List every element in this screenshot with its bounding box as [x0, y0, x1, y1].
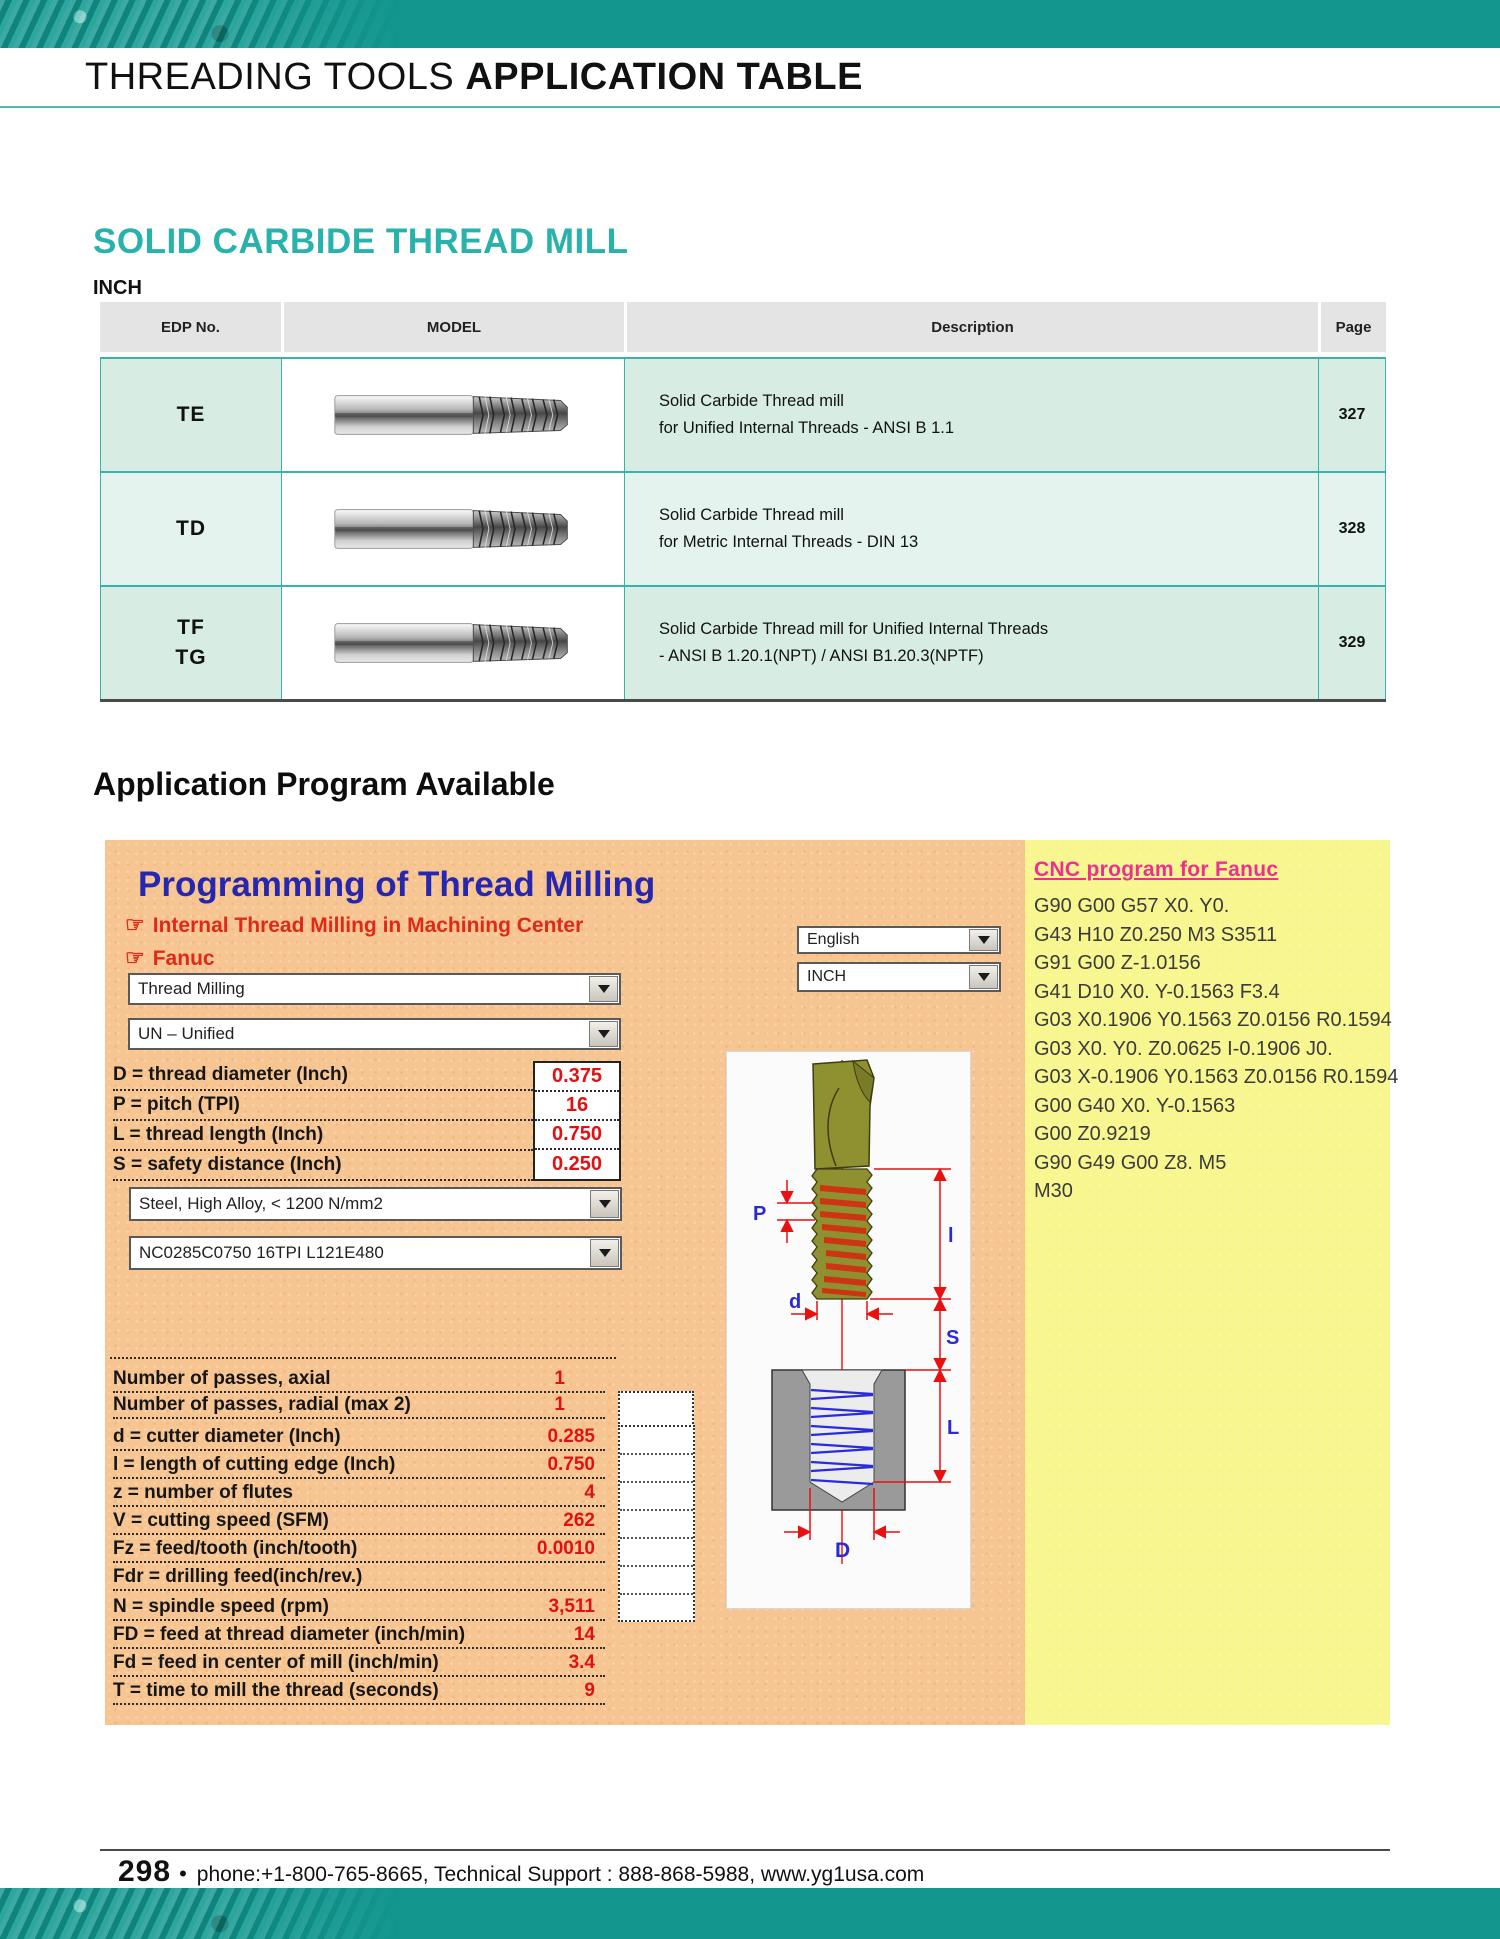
footer-divider — [100, 1849, 1390, 1851]
table-header-row — [100, 302, 1386, 352]
bullet2-label: Fanuc — [152, 947, 215, 970]
page-title-regular: THREADING TOOLS — [85, 56, 466, 98]
description-line2: for Unified Internal Threads - ANSI B 1.1 — [659, 419, 955, 437]
edp-code: TE — [176, 403, 206, 426]
safety-distance-row — [113, 1151, 533, 1181]
title-divider — [0, 106, 1500, 108]
passes-radial-value: 1 — [554, 1394, 565, 1415]
pitch-label: P = pitch (TPI) — [113, 1094, 240, 1115]
description-cell — [624, 359, 1318, 471]
thread-length-row — [113, 1121, 533, 1151]
milling-time-row — [113, 1679, 605, 1705]
thread-length-input[interactable]: 0.750 — [535, 1121, 619, 1150]
cnc-line: G43 H10 Z0.250 M3 S3511 — [1034, 923, 1278, 946]
material-dropdown-value: Steel, High Alloy, < 1200 N/mm2 — [139, 1194, 383, 1213]
top-banner-texture-image — [0, 0, 400, 48]
model-cell — [281, 473, 624, 585]
cutter-diameter-label: d = cutter diameter (Inch) — [113, 1426, 341, 1447]
description-line1: Solid Carbide Thread mill — [659, 392, 844, 410]
dotted-separator — [110, 1357, 616, 1359]
section-title: SOLID CARBIDE THREAD MILL — [93, 222, 629, 261]
unit-label: INCH — [93, 277, 142, 299]
bullet1-label: Internal Thread Milling in Machining Center — [152, 914, 584, 937]
language-dropdown[interactable] — [797, 926, 1001, 954]
parameter-input-cell[interactable] — [620, 1483, 693, 1511]
bottom-banner — [0, 1888, 1500, 1939]
thread-mill-photo — [328, 498, 578, 560]
parameter-input-cell[interactable] — [620, 1567, 693, 1595]
edp-code: TD — [176, 517, 206, 540]
description-line1: Solid Carbide Thread mill — [659, 506, 844, 524]
chevron-down-icon — [598, 1030, 610, 1038]
bullet-internal-thread-milling — [125, 912, 583, 938]
feed-thread-diameter-label: FD = feed at thread diameter (inch/min) — [113, 1624, 466, 1645]
flutes-label: z = number of flutes — [113, 1482, 293, 1503]
svg-text:S: S — [946, 1327, 960, 1349]
description-cell — [624, 473, 1318, 585]
cnc-program-title: CNC program for Fanuc — [1034, 858, 1279, 881]
table-row — [100, 357, 1386, 471]
drilling-feed-label: Fdr = drilling feed(inch/rev.) — [113, 1566, 363, 1587]
footer-bullet: • — [179, 1861, 187, 1886]
pitch-row — [113, 1091, 533, 1121]
description-line2: - ANSI B 1.20.1(NPT) / ANSI B1.20.3(NPTF) — [659, 647, 984, 665]
edp-cell — [100, 359, 281, 471]
drilling-feed-row — [113, 1565, 605, 1591]
dropdown-arrow-button[interactable] — [590, 1190, 619, 1218]
thread-mill-photo — [328, 612, 578, 674]
chevron-down-icon — [598, 985, 610, 993]
tool-dropdown[interactable] — [129, 1236, 622, 1270]
feed-per-tooth-row — [113, 1537, 605, 1563]
cutting-speed-label: V = cutting speed (SFM) — [113, 1510, 329, 1531]
footer — [118, 1855, 924, 1889]
cutting-edge-length-label: l = length of cutting edge (Inch) — [113, 1454, 396, 1475]
flutes-value: 4 — [584, 1482, 595, 1503]
thread-diameter-row — [113, 1061, 533, 1091]
feed-thread-diameter-row — [113, 1623, 605, 1649]
page-title — [85, 56, 863, 99]
thread-diameter-label: D = thread diameter (Inch) — [113, 1064, 348, 1085]
table-body — [100, 357, 1386, 702]
feed-per-tooth-value: 0.0010 — [536, 1538, 595, 1559]
program-form-panel — [105, 840, 1025, 1725]
description-line2: for Metric Internal Threads - DIN 13 — [659, 533, 919, 551]
thread-inputs-value-box — [533, 1061, 621, 1181]
dropdown-arrow-button[interactable] — [589, 976, 618, 1002]
dropdown-arrow-button[interactable] — [969, 965, 998, 989]
pointing-hand-icon: ☞ — [125, 945, 145, 970]
passes-axial-row — [113, 1367, 605, 1393]
safety-distance-label: S = safety distance (Inch) — [113, 1154, 342, 1175]
cnc-line: G00 Z0.9219 — [1034, 1123, 1151, 1145]
passes-axial-label: Number of passes, axial — [113, 1368, 331, 1389]
feed-center-value: 3.4 — [568, 1652, 595, 1673]
material-dropdown[interactable] — [129, 1187, 622, 1221]
cnc-line: G03 X0.1906 Y0.1563 Z0.0156 R0.1594 — [1034, 1009, 1392, 1031]
product-table — [100, 302, 1386, 702]
parameter-input-cell[interactable] — [620, 1595, 693, 1623]
thread-length-label: L = thread length (Inch) — [113, 1124, 324, 1145]
dropdown-arrow-button[interactable] — [969, 929, 998, 951]
parameter-input-box[interactable] — [618, 1425, 695, 1622]
cnc-line: G90 G49 G00 Z8. M5 — [1034, 1151, 1227, 1174]
column-header-page: Page — [1318, 302, 1386, 352]
chevron-down-icon — [978, 973, 990, 981]
edp-code: TF — [177, 616, 205, 639]
parameter-input-cell[interactable] — [620, 1455, 693, 1483]
dropdown-arrow-button[interactable] — [590, 1239, 619, 1267]
page-title-bold: APPLICATION TABLE — [465, 56, 863, 98]
svg-text:P: P — [753, 1203, 767, 1225]
page-number: 298 — [118, 1855, 172, 1888]
cnc-line: G90 G00 G57 X0. Y0. — [1034, 895, 1230, 917]
edp-cell — [100, 473, 281, 585]
column-header-model: MODEL — [281, 302, 624, 352]
thread-type-dropdown[interactable] — [128, 1018, 621, 1050]
chevron-down-icon — [599, 1200, 611, 1208]
column-header-description: Description — [624, 302, 1318, 352]
column-header-edp: EDP No. — [100, 302, 281, 352]
milling-time-value: 9 — [584, 1680, 595, 1701]
edp-code-2: TG — [175, 646, 207, 669]
feed-thread-diameter-value: 14 — [573, 1624, 595, 1645]
tool-dropdown-value: NC0285C0750 16TPI L121E480 — [139, 1243, 384, 1262]
table-row — [100, 471, 1386, 585]
spindle-speed-value: 3,511 — [548, 1596, 595, 1617]
operation-dropdown-value: Thread Milling — [138, 979, 245, 998]
thread-milling-diagram — [727, 1052, 970, 1608]
top-banner — [0, 0, 1500, 48]
chevron-down-icon — [599, 1249, 611, 1257]
app-program-heading: Application Program Available — [93, 766, 555, 802]
spindle-speed-row — [113, 1595, 605, 1621]
unit-dropdown[interactable] — [797, 962, 1001, 992]
dropdown-arrow-button[interactable] — [589, 1021, 618, 1047]
feed-center-row — [113, 1651, 605, 1677]
description-line1: Solid Carbide Thread mill for Unified Internal Threads — [659, 620, 1049, 638]
passes-axial-value: 1 — [554, 1368, 565, 1389]
footer-contact: phone:+1-800-765-8665, Technical Support : 888-868-5988, www.yg1usa.com — [196, 1863, 925, 1886]
chevron-down-icon — [978, 936, 990, 944]
cnc-program-panel — [1025, 840, 1399, 1725]
cnc-line: G91 G00 Z-1.0156 — [1034, 952, 1201, 974]
cnc-program-listing — [1034, 892, 1398, 1206]
pitch-input[interactable]: 16 — [535, 1092, 619, 1121]
cutting-speed-value: 262 — [563, 1510, 595, 1531]
unit-dropdown-value: INCH — [807, 968, 847, 985]
model-cell — [281, 587, 624, 699]
model-cell — [281, 359, 624, 471]
svg-text:D: D — [835, 1539, 851, 1562]
thread-mill-photo — [328, 384, 578, 446]
page-cell: 328 — [1318, 473, 1386, 585]
application-screenshot — [105, 840, 1399, 1725]
parameter-input-cell[interactable] — [620, 1427, 693, 1455]
description-cell — [624, 587, 1318, 699]
svg-text:L: L — [947, 1417, 960, 1439]
cutting-edge-length-value: 0.750 — [547, 1454, 595, 1475]
cnc-line: G03 X0. Y0. Z0.0625 I-0.1906 J0. — [1034, 1037, 1333, 1060]
operation-dropdown[interactable] — [128, 973, 621, 1005]
milling-time-label: T = time to mill the thread (seconds) — [113, 1680, 439, 1701]
safety-distance-input[interactable]: 0.250 — [551, 1153, 603, 1175]
svg-text:l: l — [948, 1225, 954, 1247]
edp-cell — [100, 587, 281, 699]
passes-radial-label: Number of passes, radial (max 2) — [113, 1394, 411, 1415]
spindle-speed-label: N = spindle speed (rpm) — [113, 1596, 329, 1617]
svg-text:d: d — [789, 1291, 802, 1313]
bottom-banner-texture-image — [0, 1888, 400, 1939]
thread-diameter-input[interactable]: 0.375 — [535, 1063, 619, 1092]
feed-per-tooth-label: Fz = feed/tooth (inch/tooth) — [113, 1538, 358, 1559]
cnc-line: G00 G40 X0. Y-0.1563 — [1034, 1094, 1236, 1117]
pointing-hand-icon: ☞ — [125, 912, 145, 937]
cutting-speed-row — [113, 1509, 605, 1535]
parameter-input-cell[interactable] — [620, 1539, 693, 1567]
language-dropdown-value: English — [807, 931, 860, 948]
cutter-diameter-row — [113, 1425, 605, 1451]
bullet-fanuc — [125, 945, 215, 971]
thread-type-dropdown-value: UN – Unified — [138, 1024, 235, 1043]
parameter-input-cell[interactable] — [620, 1511, 693, 1539]
passes-radial-row — [113, 1393, 605, 1419]
feed-center-label: Fd = feed in center of mill (inch/min) — [113, 1652, 439, 1673]
cutter-diameter-value: 0.285 — [547, 1426, 595, 1447]
page-cell: 327 — [1318, 359, 1386, 471]
program-title: Programming of Thread Milling — [138, 865, 656, 904]
cnc-line: G03 X-0.1906 Y0.1563 Z0.0156 R0.1594 — [1034, 1066, 1399, 1088]
cnc-line: M30 — [1034, 1180, 1073, 1202]
diagram-drawing — [727, 1052, 970, 1608]
cutting-edge-length-row — [113, 1453, 605, 1479]
table-row — [100, 585, 1386, 699]
flutes-row — [113, 1481, 605, 1507]
page-cell: 329 — [1318, 587, 1386, 699]
cnc-line: G41 D10 X0. Y-0.1563 F3.4 — [1034, 980, 1280, 1003]
